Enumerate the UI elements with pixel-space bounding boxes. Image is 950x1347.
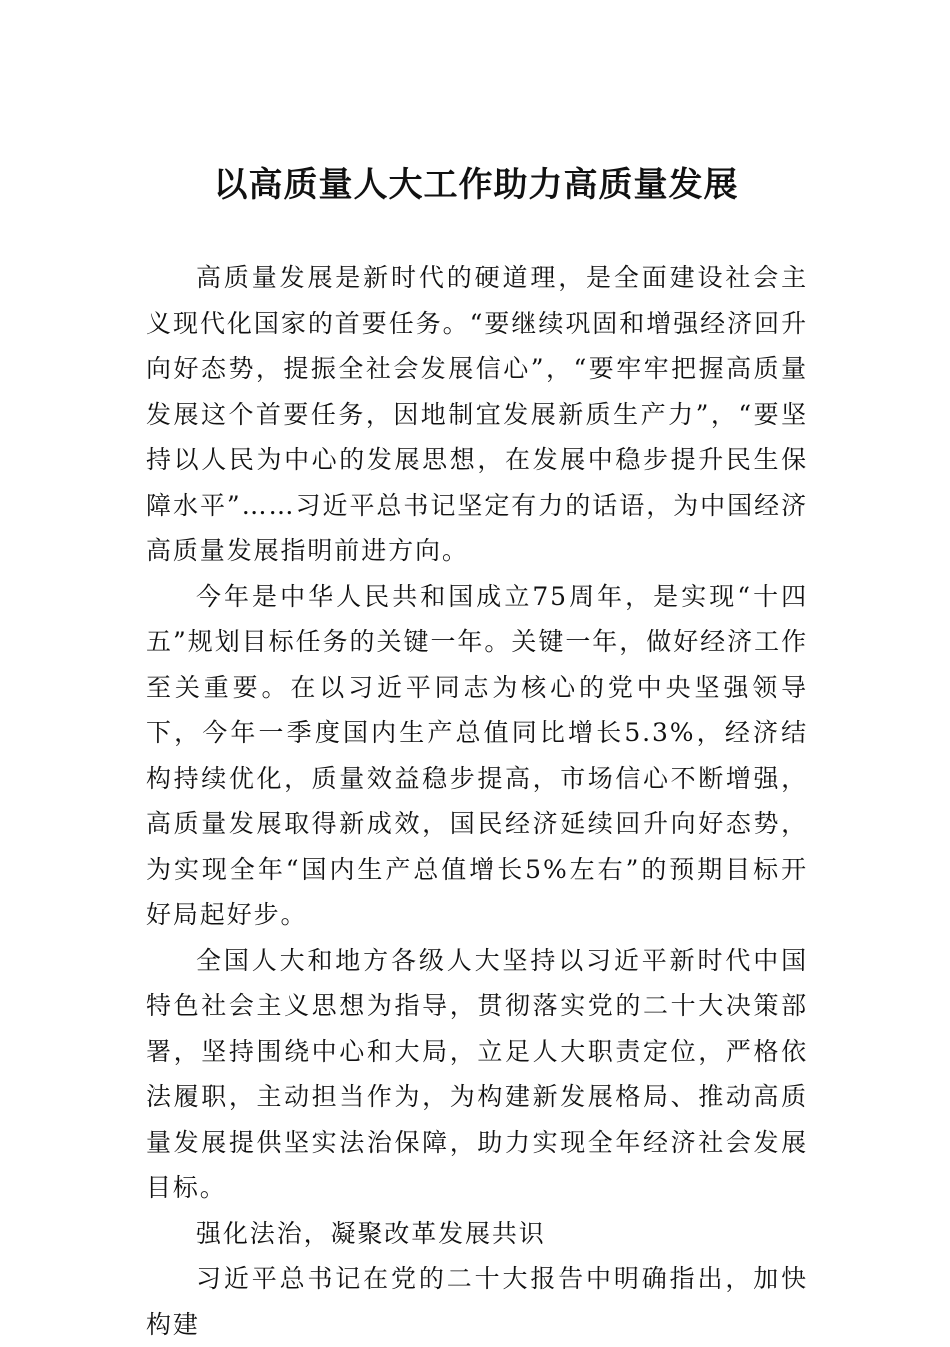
paragraph-4: 习近平总书记在党的二十大报告中明确指出，加快构建 xyxy=(146,1264,808,1339)
paragraph-1: 高质量发展是新时代的硬道理，是全面建设社会主义现代化国家的首要任务。“要继续巩固和增强经济回升向好态势，提振全社会发展信心”，“要牢牢把握高质量发展这个首要任务，因地制宜发展新质生产力”，“要坚持以人民为中心的发展思想，在发展中稳步提升民生保障水平”……习近平总书记坚定有力的话语，为中国经济高质量发展指明前进方向。 xyxy=(146,263,808,565)
paragraph-2: 今年是中华人民共和国成立75周年，是实现“十四五”规划目标任务的关键一年。关键一年，做好经济工作至关重要。在以习近平同志为核心的党中央坚强领导下，今年一季度国内生产总值同比增长5.3%，经济结构持续优化，质量效益稳步提高，市场信心不断增强，高质量发展取得新成效，国民经济延续回升向好态势，为实现全年“国内生产总值增长5%左右”的预期目标开好局起好步。 xyxy=(146,581,808,929)
document-title: 以高质量人大工作助力高质量发展 xyxy=(213,165,739,205)
section-heading: 强化法治，凝聚改革发展共识 xyxy=(196,1218,546,1248)
document-body xyxy=(146,255,808,1347)
paragraph-3: 全国人大和地方各级人大坚持以习近平新时代中国特色社会主义思想为指导，贯彻落实党的二十大决策部署，坚持围绕中心和大局，立足人大职责定位，严格依法履职，主动担当作为，为构建新发展格局、推动高质量发展提供坚实法治保障，助力实现全年经济社会发展目标。 xyxy=(146,945,808,1202)
